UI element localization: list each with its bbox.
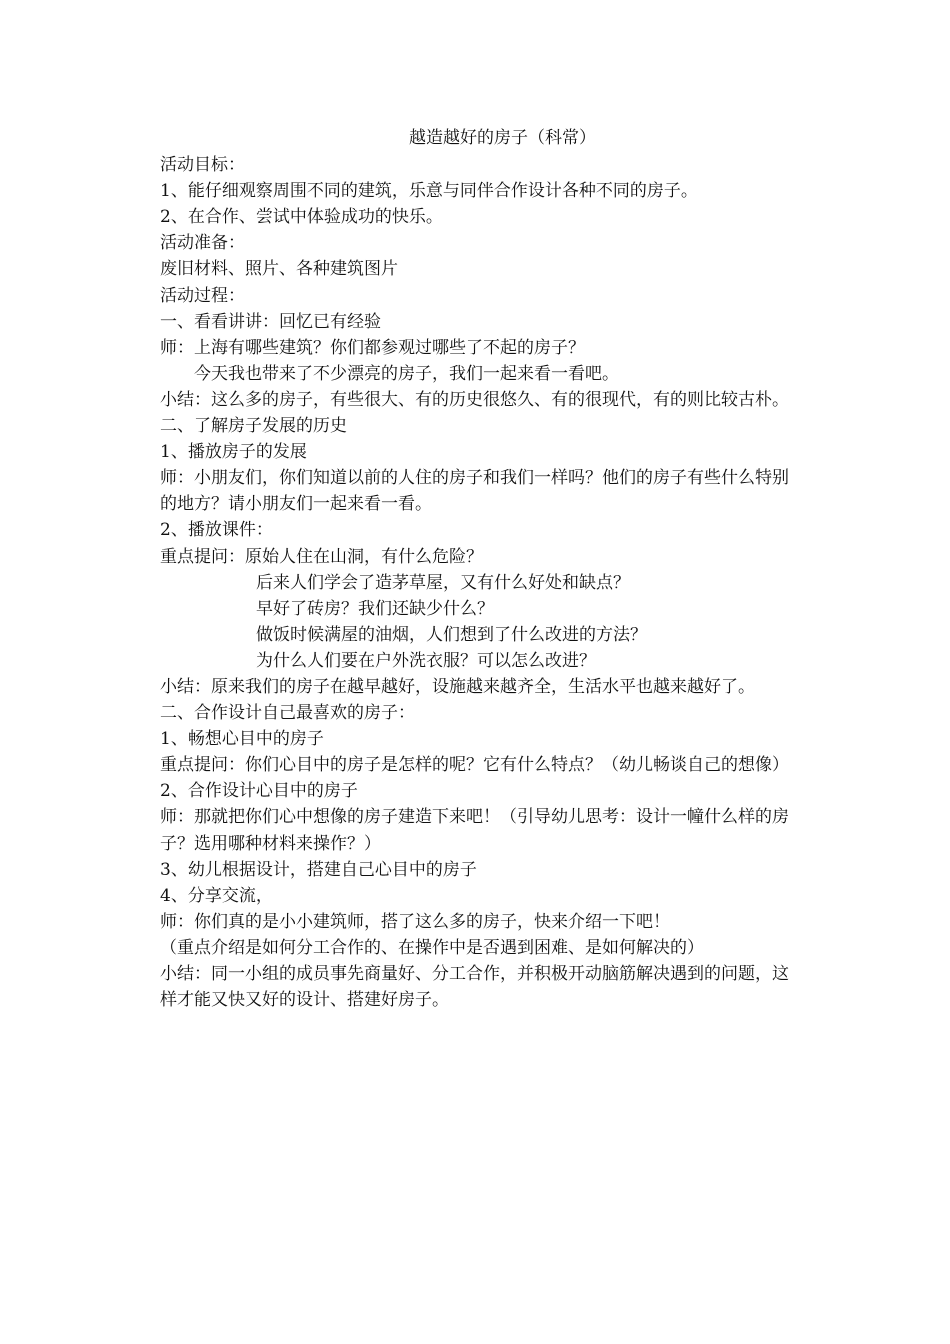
key-question-3: 早好了砖房？我们还缺少什么？ [256, 598, 494, 619]
substep-3-3: 3、幼儿根据设计，搭建自己心目中的房子 [160, 859, 477, 880]
key-question-1: 重点提问：原始人住在山洞，有什么危险？ [160, 546, 483, 567]
section-heading-process: 活动过程： [160, 285, 245, 306]
preparation-text: 废旧材料、照片、各种建筑图片 [160, 259, 398, 280]
goal-item-1: 1、能仔细观察周围不同的建筑，乐意与同伴合作设计各种不同的房子。 [160, 181, 698, 202]
substep-2-1: 1、播放房子的发展 [160, 442, 307, 463]
summary-1: 小结：这么多的房子，有些很大、有的历史很悠久、有的很现代，有的则比较古朴。 [160, 389, 789, 410]
summary-2: 小结：原来我们的房子在越早越好，设施越来越齐全，生活水平也越来越好了。 [160, 676, 755, 697]
teacher-prompt-design: 师：那就把你们心中想像的房子建造下来吧！（引导幼儿思考：设计一幢什么样的房子？选用哪种材料来操作？） [160, 807, 789, 854]
key-question-2: 后来人们学会了造茅草屋，又有什么好处和缺点？ [256, 572, 630, 593]
document-title: 越造越好的房子（科常） [409, 128, 596, 148]
goal-item-2: 2、在合作、尝试中体验成功的快乐。 [160, 207, 443, 228]
substep-2-2: 2、播放课件： [160, 520, 273, 541]
share-focus-note: （重点介绍是如何分工合作的、在操作中是否遇到困难、是如何解决的） [160, 937, 704, 958]
section-heading-goals: 活动目标： [160, 155, 245, 176]
key-question-4: 做饭时候满屋的油烟，人们想到了什么改进的方法？ [256, 624, 647, 645]
document-page [160, 125, 805, 1013]
teacher-question-2: 师：小朋友们，你们知道以前的人住的房子和我们一样吗？他们的房子有些什么特别的地方？请小朋友们一起来看一看。 [160, 468, 789, 515]
substep-3-2: 2、合作设计心目中的房子 [160, 781, 358, 802]
process-step-3-heading: 二、合作设计自己最喜欢的房子： [160, 703, 415, 724]
process-step-1-heading: 一、看看讲讲：回忆已有经验 [160, 311, 381, 332]
section-heading-preparation: 活动准备： [160, 233, 245, 254]
process-step-2-heading: 二、了解房子发展的历史 [160, 416, 347, 437]
teacher-question-1-continued: 今天我也带来了不少漂亮的房子，我们一起来看一看吧。 [194, 363, 619, 384]
key-question-6: 重点提问：你们心目中的房子是怎样的呢？它有什么特点？（幼儿畅谈自己的想像） [160, 755, 789, 776]
substep-3-1: 1、畅想心目中的房子 [160, 729, 324, 750]
teacher-prompt-share: 师：你们真的是小小建筑师，搭了这么多的房子，快来介绍一下吧！ [160, 911, 670, 932]
key-question-5: 为什么人们要在户外洗衣服？可以怎么改进？ [256, 650, 596, 671]
summary-3: 小结：同一小组的成员事先商量好、分工合作，并积极开动脑筋解决遇到的问题，这样才能又快又好的设计、搭建好房子。 [160, 964, 789, 1011]
substep-3-4: 4、分享交流， [160, 885, 273, 906]
teacher-question-1: 师：上海有哪些建筑？你们都参观过哪些了不起的房子？ [160, 337, 585, 358]
